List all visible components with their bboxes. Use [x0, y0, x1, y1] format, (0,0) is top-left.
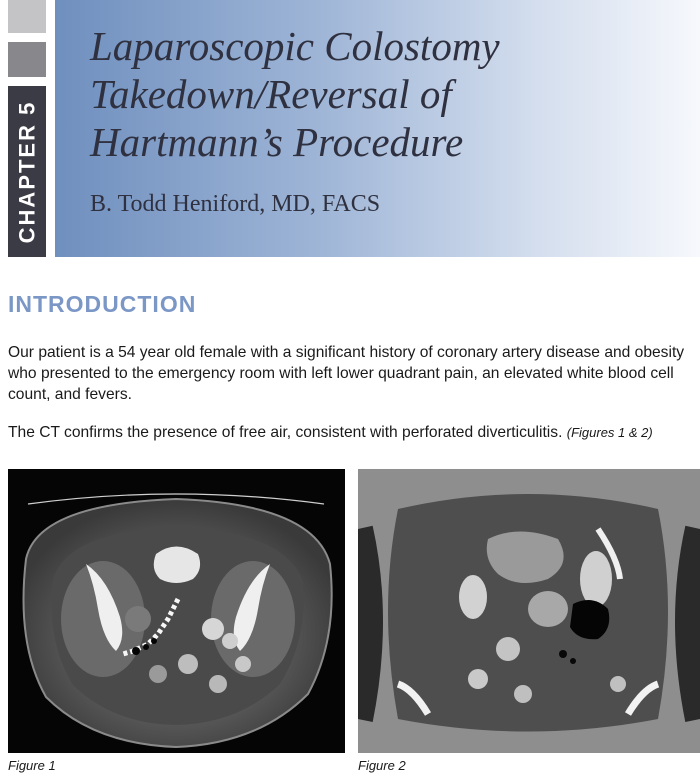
intro-paragraph-1: Our patient is a 54 year old female with a significant history of coronary artery disease and obesity who presented to the emergency room with left lower quadrant pain, an elevated white blood cell count, and fevers. [8, 344, 685, 403]
figure-1-caption: Figure 1 [8, 758, 56, 773]
decorative-square-dark [8, 42, 46, 77]
intro-paragraph-2 [8, 422, 693, 443]
figure-2-ct-coronal-image [358, 469, 700, 753]
author-name: B. Todd Heniford, MD, FACS [90, 191, 381, 217]
intro-paragraph-2-text: The CT confirms the presence of free air, consistent with perforated diverticulitis. [8, 424, 563, 441]
chapter-title [90, 22, 690, 166]
section-heading: INTRODUCTION [8, 291, 197, 317]
figure-2-caption: Figure 2 [358, 758, 406, 773]
figure-1-ct-axial-image [8, 469, 345, 753]
decorative-square-light [8, 0, 46, 33]
figure-reference: (Figures 1 & 2) [566, 425, 653, 440]
title-line-2: Takedown/Reversal of [90, 71, 452, 117]
title-line-1: Laparoscopic Colostomy [90, 23, 500, 69]
chapter-label: CHAPTER 5 [14, 100, 39, 243]
chapter-tab [8, 86, 46, 257]
title-line-3: Hartmann’s Procedure [90, 119, 464, 165]
